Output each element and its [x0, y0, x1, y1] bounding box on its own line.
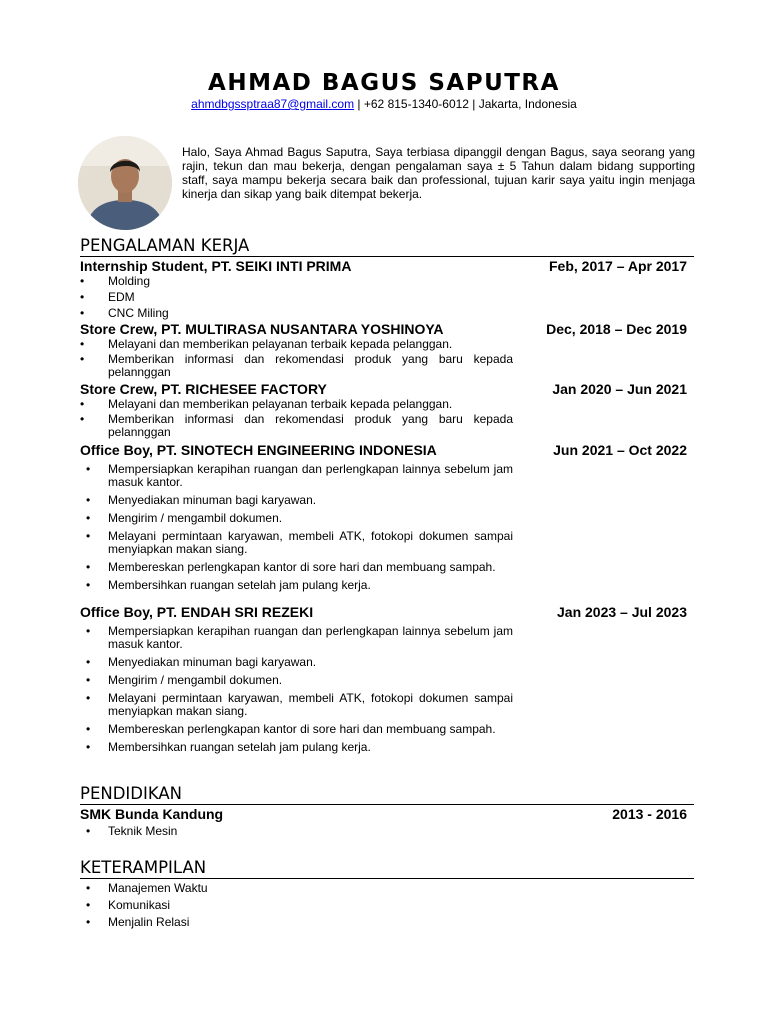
education-entry [80, 806, 687, 838]
education-dates: 2013 - 2016 [612, 806, 687, 822]
job-title: Store Crew, PT. RICHESEE FACTORY [80, 381, 327, 397]
job-title: Internship Student, PT. SEIKI INTI PRIMA [80, 258, 352, 274]
job-entry [80, 381, 687, 439]
school-name: SMK Bunda Kandung [80, 806, 224, 822]
job-duty-item: • EDM [80, 291, 513, 304]
job-entry [80, 321, 687, 379]
job-duty-item: • Melayani permintaan karyawan, membeli ATK, fotokopi dokumen sampai menyiapkan makan siang. [80, 530, 513, 556]
job-duty-item: • Melayani dan memberikan pelayanan terbaik kepada pelanggan. [80, 398, 513, 411]
job-dates: Jun 2021 – Oct 2022 [553, 442, 687, 458]
job-dates: Feb, 2017 – Apr 2017 [548, 258, 687, 274]
skill-item: • Komunikasi [80, 899, 513, 912]
job-duty-item: • Mengirim / mengambil dokumen. [80, 512, 513, 525]
contact-details: | +62 815-1340-6012 | Jakarta, Indonesia [354, 97, 577, 111]
job-entry [80, 604, 687, 754]
contact-line [0, 97, 768, 111]
job-duty-item: • Memberikan informasi dan rekomendasi produk yang baru kepada pelannggan [80, 353, 513, 379]
job-duty-item: • Membersihkan ruangan setelah jam pulang kerja. [80, 579, 513, 592]
section-heading-education: PENDIDIKAN [80, 784, 694, 805]
profile-photo [78, 136, 172, 230]
job-duty-item: • Menyediakan minuman bagi karyawan. [80, 656, 513, 669]
job-title: Office Boy, PT. ENDAH SRI REZEKI [80, 604, 314, 620]
job-duty-item: • Mengirim / mengambil dokumen. [80, 674, 513, 687]
skill-item: • Menjalin Relasi [80, 916, 513, 929]
email-link[interactable]: ahmdbgssptraa87@gmail.com [191, 97, 355, 111]
job-entry [80, 442, 687, 592]
job-duty-item: • Membersihkan ruangan setelah jam pulang kerja. [80, 741, 513, 754]
job-duty-item: • Menyediakan minuman bagi karyawan. [80, 494, 513, 507]
skill-item: • Manajemen Waktu [80, 882, 513, 895]
section-heading-experience: PENGALAMAN KERJA [80, 236, 694, 257]
section-heading-skills: KETERAMPILAN [80, 858, 694, 879]
job-dates: Jan 2023 – Jul 2023 [557, 604, 687, 620]
job-duty-item: • Molding [80, 275, 513, 288]
job-dates: Jan 2020 – Jun 2021 [552, 381, 687, 397]
job-dates: Dec, 2018 – Dec 2019 [546, 321, 687, 337]
job-title: Store Crew, PT. MULTIRASA NUSANTARA YOSHINOYA [80, 321, 444, 337]
job-duty-item: • CNC Miling [80, 307, 513, 320]
candidate-name: AHMAD BAGUS SAPUTRA [208, 70, 560, 96]
job-duty-item: • Mempersiapkan kerapihan ruangan dan perlengkapan lainnya sebelum jam masuk kantor. [80, 463, 513, 489]
job-duty-item: • Membereskan perlengkapan kantor di sore hari dan membuang sampah. [80, 561, 513, 574]
job-duty-item: • Mempersiapkan kerapihan ruangan dan perlengkapan lainnya sebelum jam masuk kantor. [80, 625, 513, 651]
job-title: Office Boy, PT. SINOTECH ENGINEERING INDONESIA [80, 442, 437, 458]
skills-list [80, 880, 687, 929]
education-item: • Teknik Mesin [80, 825, 513, 838]
intro-paragraph: Halo, Saya Ahmad Bagus Saputra, Saya terbiasa dipanggil dengan Bagus, saya seorang yang rajin, tekun dan mau bekerja, dengan pengalaman saya ± 5 Tahun dalam bidang supporting staff, saya mampu bekerja secara baik dan professional, tujuan karir saya yaitu ingin menjaga kinerja dan sikap yang baik ditempat bekerja. [182, 145, 695, 201]
job-duty-item: • Membereskan perlengkapan kantor di sore hari dan membuang sampah. [80, 723, 513, 736]
job-entry [80, 258, 687, 320]
job-duty-item: • Memberikan informasi dan rekomendasi produk yang baru kepada pelannggan [80, 413, 513, 439]
job-duty-item: • Melayani dan memberikan pelayanan terbaik kepada pelanggan. [80, 338, 513, 351]
person-silhouette-icon [78, 136, 172, 230]
job-duty-item: • Melayani permintaan karyawan, membeli ATK, fotokopi dokumen sampai menyiapkan makan siang. [80, 692, 513, 718]
